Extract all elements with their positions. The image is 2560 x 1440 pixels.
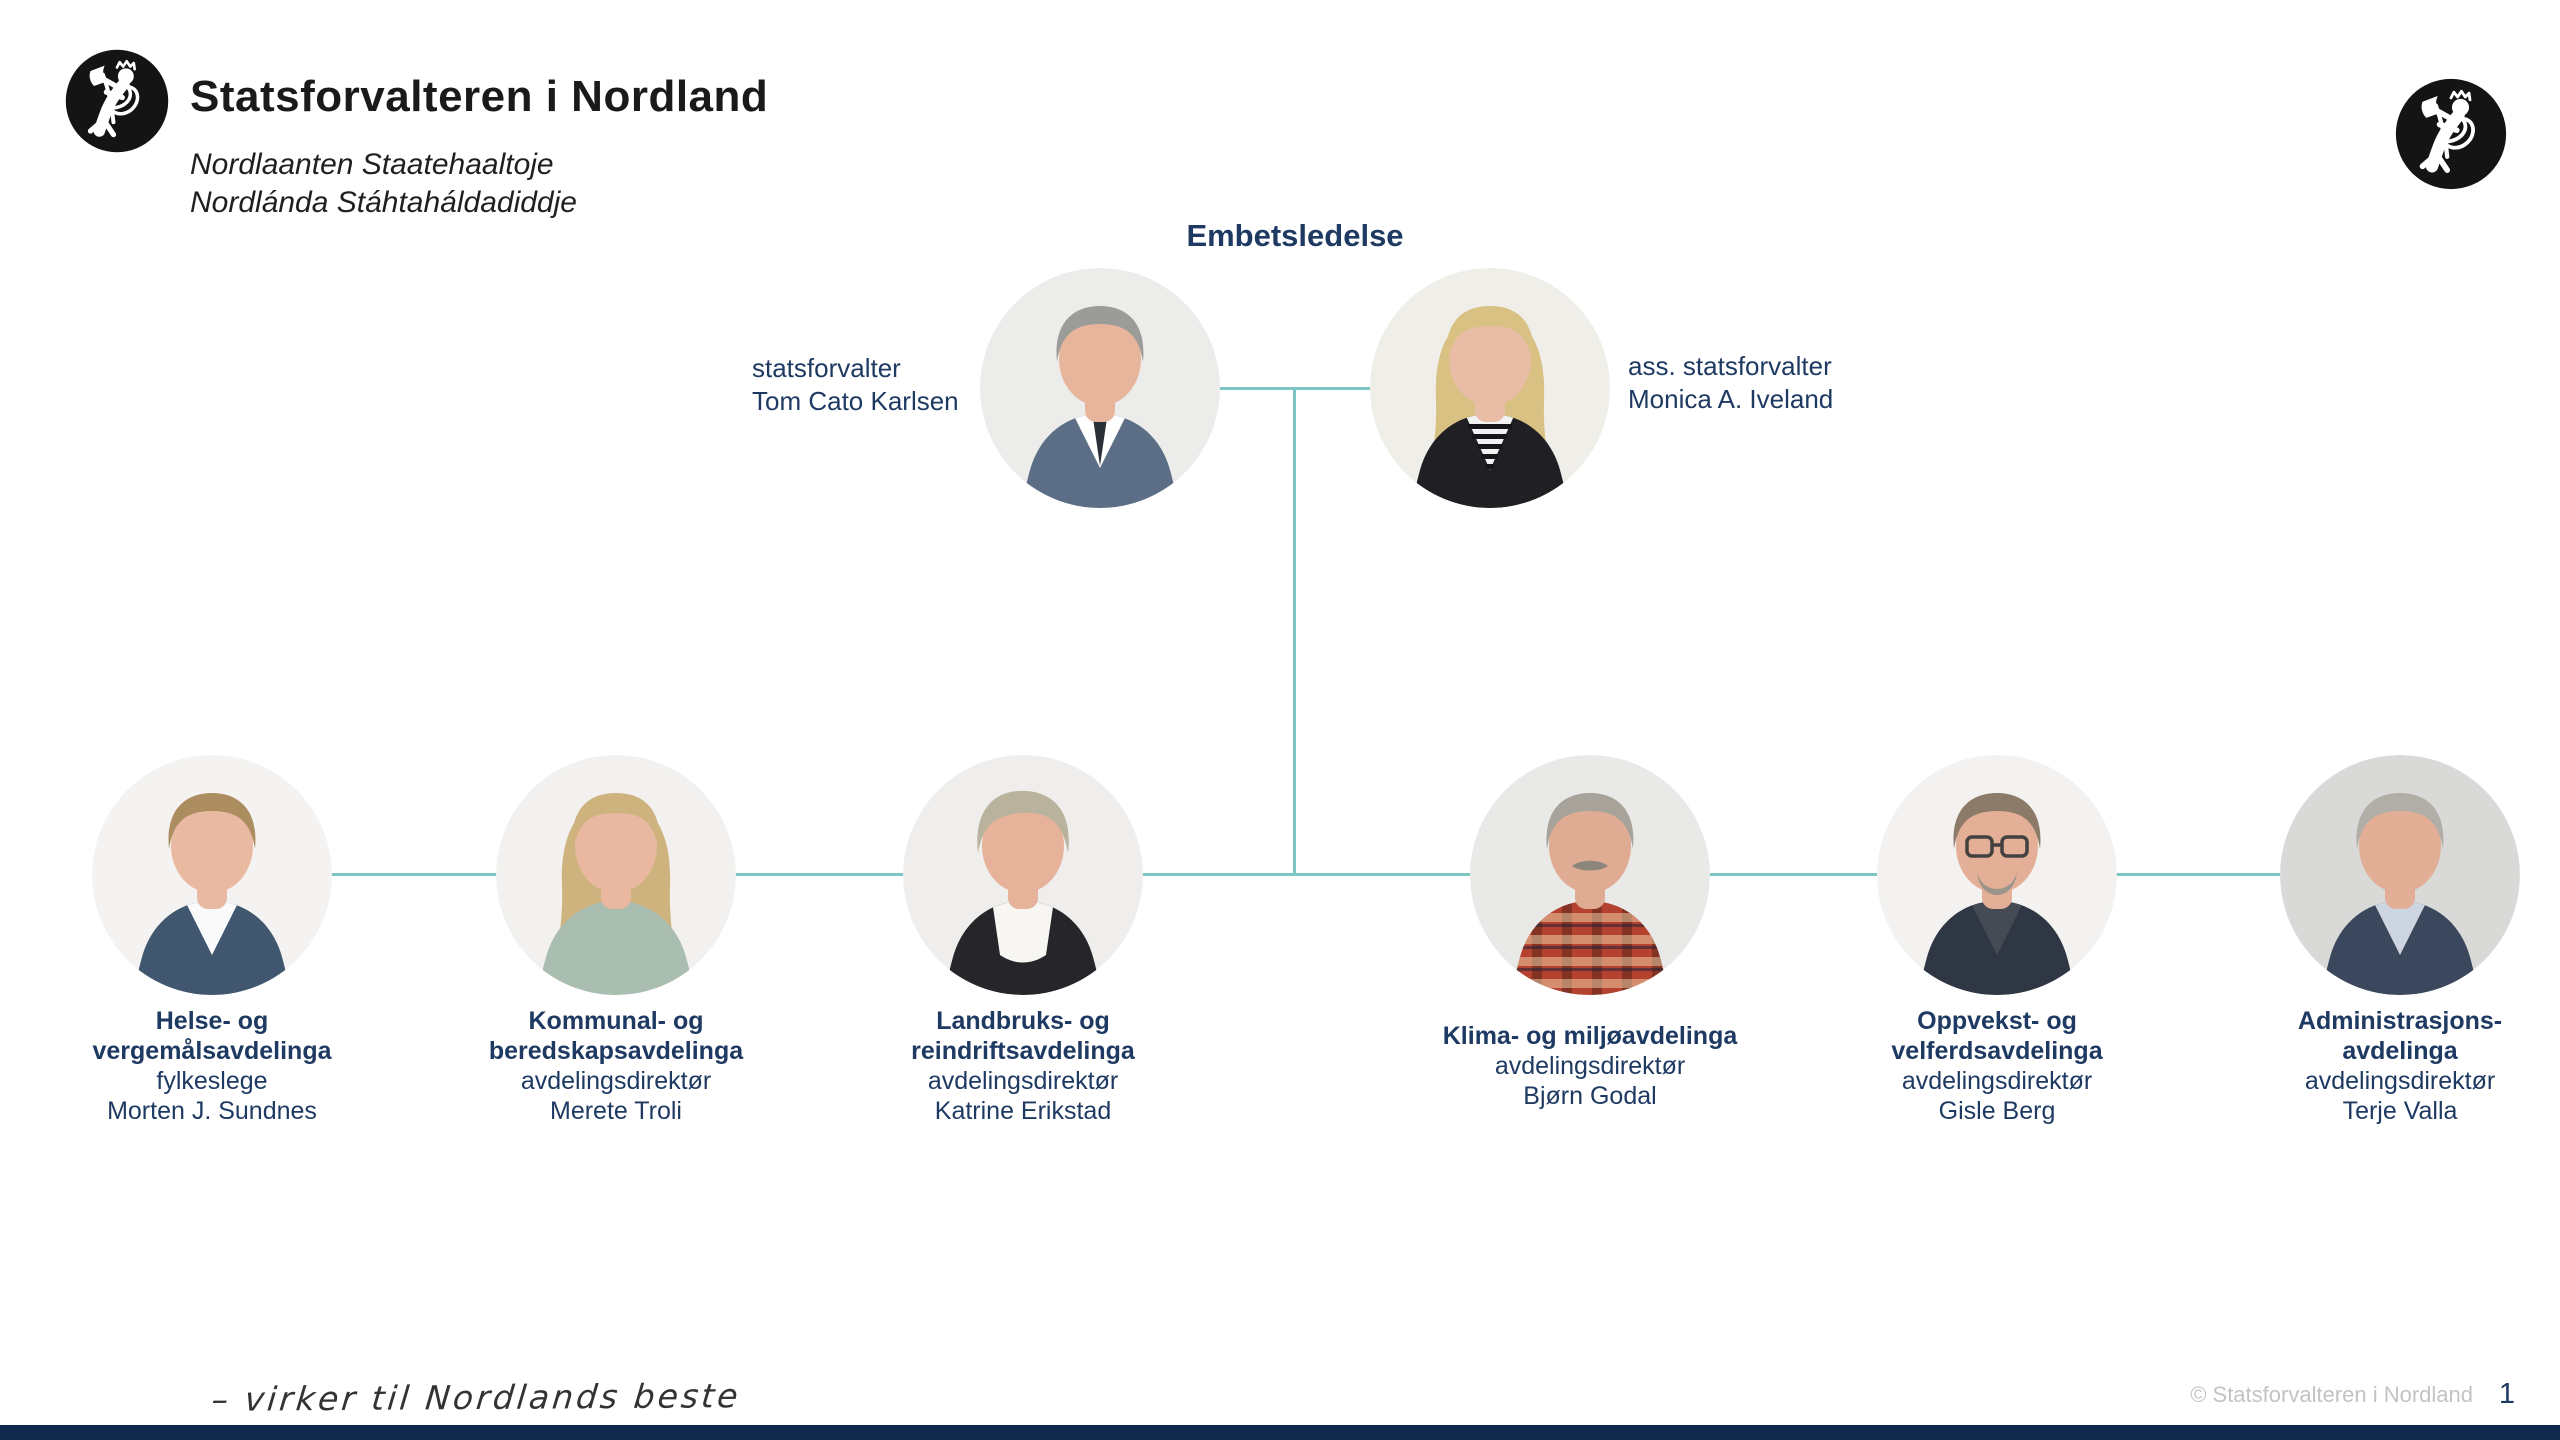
role-label: statsforvalter	[752, 353, 901, 383]
department-name: Oppvekst- og velferdsavdelinga	[1891, 1007, 2103, 1065]
department-name: Landbruks- og reindriftsavdelinga	[911, 1007, 1135, 1065]
department-name: Administrasjons- avdelinga	[2297, 1007, 2503, 1065]
portrait-merete-troli	[496, 755, 736, 995]
leader-label-ass-statsforvalter	[1628, 350, 1833, 416]
portrait-katrine-erikstad	[903, 755, 1143, 995]
connector-line-leaders	[1220, 387, 1385, 390]
page-title: Statsforvalteren i Nordland	[190, 72, 769, 121]
person-name: Morten J. Sundnes	[107, 1097, 317, 1125]
portrait-morten-j-sundnes	[92, 755, 332, 995]
portrait-gisle-berg	[1877, 755, 2117, 995]
role-label: fylkeslege	[156, 1067, 268, 1095]
connector-line-trunk	[1293, 387, 1296, 875]
portrait-monica-a-iveland	[1370, 268, 1610, 508]
department-name: Kommunal- og beredskapsavdelinga	[488, 1007, 744, 1065]
leader-label-statsforvalter	[752, 352, 959, 418]
norwegian-lion-logo-icon	[2394, 77, 2508, 191]
page-number: 1	[2498, 1378, 2515, 1410]
copyright-notice: © Statsforvalteren i Nordland	[2190, 1382, 2473, 1407]
person-name: Gisle Berg	[1938, 1097, 2056, 1125]
page-subtitle	[190, 146, 577, 222]
subtitle-line-lule-sami: Nordlánda Stáhtaháldadiddje	[190, 186, 577, 219]
person-name: Monica A. Iveland	[1628, 384, 1834, 414]
department-name: Helse- og vergemålsavdelinga	[92, 1007, 332, 1065]
role-label: ass. statsforvalter	[1628, 351, 1832, 381]
person-name: Merete Troli	[550, 1097, 682, 1125]
role-label: avdelingsdirektør	[927, 1067, 1119, 1095]
role-label: avdelingsdirektør	[1494, 1052, 1686, 1080]
person-name: Tom Cato Karlsen	[752, 386, 959, 416]
portrait-bjorn-godal	[1470, 755, 1710, 995]
role-label: avdelingsdirektør	[520, 1067, 712, 1095]
person-name: Terje Valla	[2342, 1097, 2458, 1125]
group-heading-embetsledelse: Embetsledelse	[1186, 218, 1404, 253]
dept-card-administrasjons	[2140, 1006, 2560, 1126]
person-name: Katrine Erikstad	[934, 1097, 1112, 1125]
footer-bar	[0, 1425, 2560, 1440]
role-label: avdelingsdirektør	[1901, 1067, 2093, 1095]
portrait-tom-cato-karlsen	[980, 268, 1220, 508]
subtitle-line-sami: Nordlaanten Staatehaaltoje	[190, 148, 554, 181]
dept-card-landbruks-og-reindrift	[763, 1006, 1283, 1126]
handwritten-tagline: – virker til Nordlands beste	[209, 1376, 743, 1419]
department-name: Klima- og miljøavdelinga	[1442, 1022, 1738, 1050]
person-name: Bjørn Godal	[1523, 1082, 1657, 1110]
norwegian-lion-logo-icon	[64, 48, 170, 154]
portrait-terje-valla	[2280, 755, 2520, 995]
role-label: avdelingsdirektør	[2304, 1067, 2496, 1095]
